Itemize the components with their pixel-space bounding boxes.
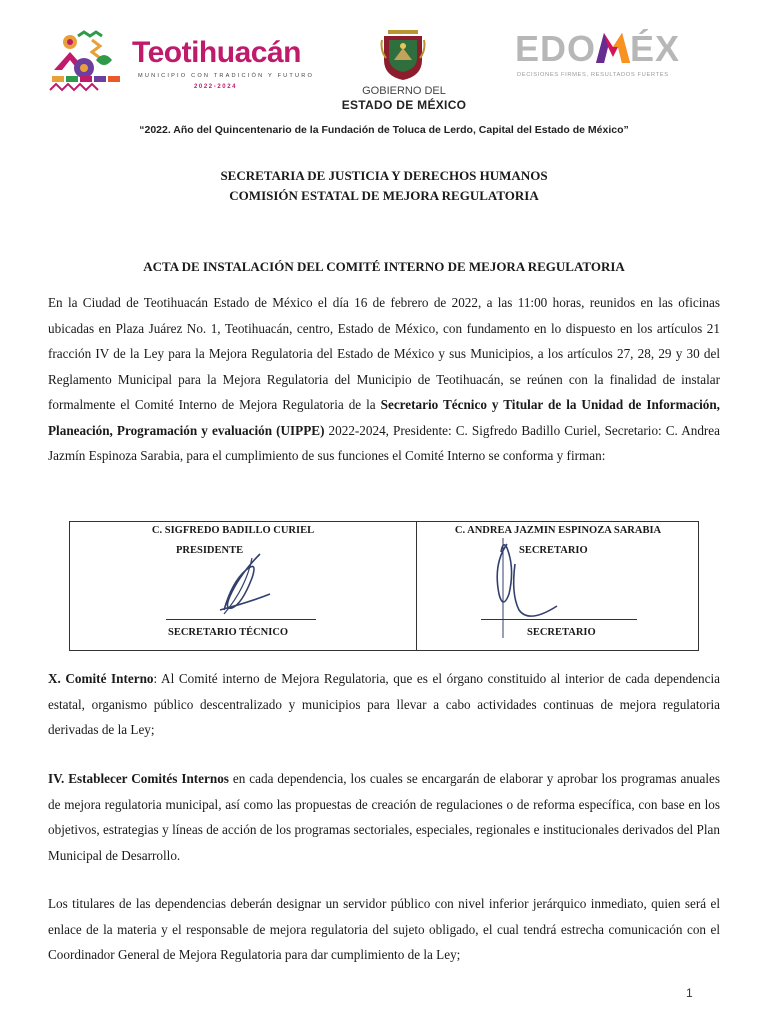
intro-bold: Secretario Técnico y Titular de la Unidad de Información, Planeación, Programación y evaluación (UIPPE) — [48, 397, 720, 438]
secretario-signature-line — [481, 619, 637, 620]
signature-table — [69, 521, 699, 651]
section-iv-text: en cada dependencia, los cuales se encargarán de elaborar y aprobar los programas anuales de mejora regulatoria municipal, así como las propuestas de creación de regulaciones o de reforma específica, con base en los objetivos, estrategias y líneas de acción de los programas sectoriales, especiales, regionales e institucionales derivados del Plan Municipal de Desarrollo. — [48, 771, 721, 863]
edomex-prefix: EDO — [515, 28, 597, 69]
gobierno-logo — [338, 26, 470, 112]
comision-heading: COMISIÓN ESTATAL DE MEJORA REGULATORIA — [229, 188, 539, 203]
intro-paragraph — [48, 290, 720, 469]
presidente-role: PRESIDENTE — [176, 545, 244, 556]
presidente-footer: SECRETARIO TÉCNICO — [168, 627, 289, 638]
secretario-name: C. ANDREA JAZMIN ESPINOZA SARABIA — [454, 525, 662, 536]
gobierno-line2: ESTADO DE MÉXICO — [341, 98, 467, 112]
edomex-wordmark — [515, 28, 680, 70]
secretaria-heading: SECRETARIA DE JUSTICIA Y DERECHOS HUMANOS — [220, 168, 548, 183]
teotihuacan-years: 2022-2024 — [194, 84, 238, 90]
coat-of-arms-icon — [380, 26, 426, 82]
teotihuacan-logo — [48, 30, 315, 100]
secretario-role: SECRETARIO — [519, 545, 588, 556]
edomex-subtitle: DECISIONES FIRMES, RESULTADOS FUERTES — [517, 72, 669, 78]
signature-secretario — [417, 522, 699, 650]
gobierno-line1: GOBIERNO DEL — [362, 85, 446, 97]
presidente-name: C. SIGFREDO BADILLO CURIEL — [151, 525, 315, 536]
secretario-footer: SECRETARIO — [527, 627, 596, 638]
presidente-signature-line — [166, 619, 316, 620]
teotihuacan-tagline: MUNICIPIO CON TRADICIÓN Y FUTURO — [138, 73, 315, 79]
presidente-signature-icon — [190, 548, 280, 628]
section-x-paragraph — [48, 666, 720, 743]
signature-presidente — [70, 522, 416, 650]
intro-text-2: 2022-2024, Presidente: C. Sigfredo Badillo Curiel, Secretario: C. Andrea Jazmín Espinoza Sarabia, para el cumplimiento de sus funciones el Comité Interno se conforma y firman: — [48, 422, 721, 463]
document-title: ACTA DE INSTALACIÓN DEL COMITÉ INTERNO DE MEJORA REGULATORIA — [143, 259, 625, 274]
year-motto: “2022. Año del Quincentenario de la Fundación de Toluca de Lerdo, Capital del Estado de México” — [139, 124, 629, 136]
edomex-m-icon — [596, 33, 630, 63]
teotihuacan-emblem-icon — [48, 30, 128, 94]
teotihuacan-name: Teotihuacán — [132, 36, 301, 69]
edomex-suffix: ÉX — [630, 28, 681, 69]
section-iv-paragraph — [48, 766, 720, 868]
section-x-label: X. Comité Interno — [48, 671, 154, 686]
edomex-logo — [515, 28, 725, 86]
titulares-paragraph: Los titulares de las dependencias deberán designar un servidor público con nivel inferior jerárquico inmediato, quien será el enlace de la materia y el responsable de mejora regulatoria del sujeto obligado, el cual tendrá estrecha comunicación con el Coordinador General de Mejora Regulatoria para dar cumplimiento de la Ley; — [48, 896, 720, 962]
section-x-text: : Al Comité interno de Mejora Regulatoria, que es el órgano constituido al interior de cada dependencia estatal, organismo público descentralizado y municipios para llevar a cabo actividades continuas de mejora regulatoria derivadas de la Ley; — [48, 671, 720, 737]
section-iv-label: IV. Establecer Comités Internos — [48, 771, 229, 786]
intro-text-1: En la Ciudad de Teotihuacán Estado de México el día 16 de febrero de 2022, a las 11:00 horas, reunidos en las oficinas ubicadas en Plaza Juárez No. 1, Teotihuacán, centro, Estado de México, con fundamento en lo dispuesto en los artículos 21 fracción IV de la Ley para la Mejora Regulatoria del Estado de México y sus Municipios, a los artículos 27, 28, 29 y 30 del Reglamento Municipal para la Mejora Regulatoria del Municipio de Teotihuacán, se reúnen con la finalidad de instalar formalmente el Comité Interno de Mejora Regulatoria de la — [48, 295, 720, 412]
page-number: 1 — [686, 986, 693, 1000]
